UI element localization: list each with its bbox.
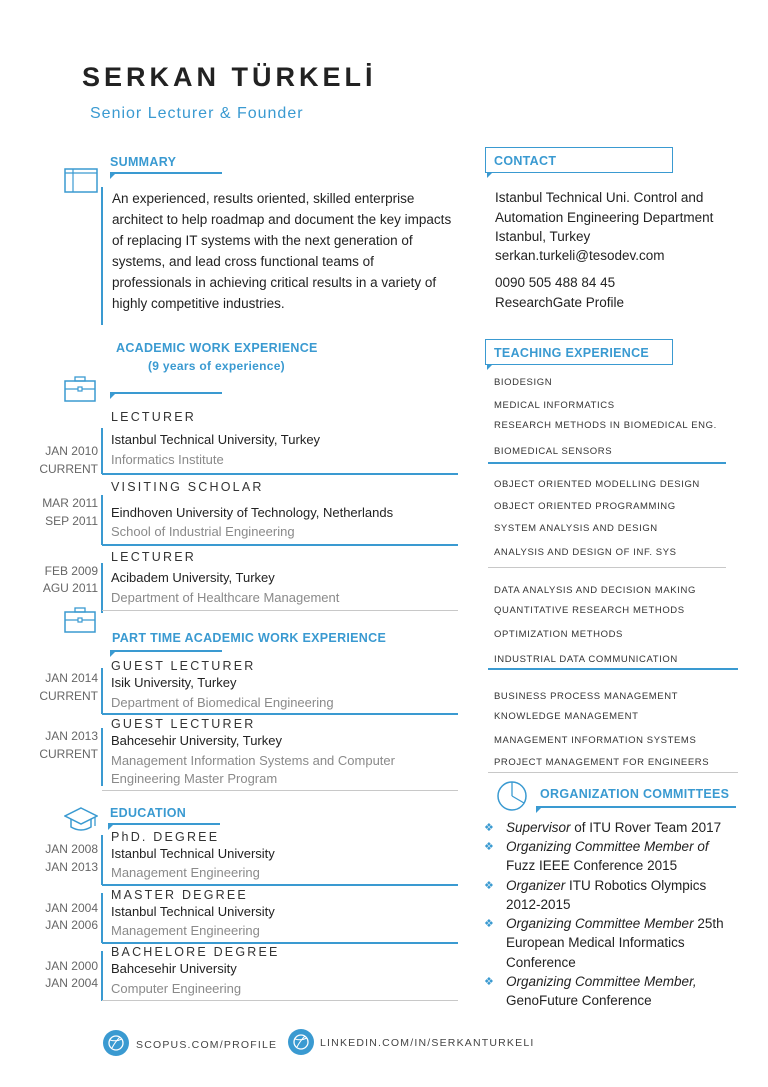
contact-title: CONTACT [494, 154, 557, 168]
degree-org: Istanbul Technical University [111, 846, 275, 861]
degree-date-start: JAN 2008 [45, 842, 98, 856]
degree-title: PhD. DEGREE [111, 830, 220, 844]
course-item: KNOWLEDGE MANAGEMENT [494, 711, 639, 722]
committee-item-cont: European Medical Informatics [506, 935, 685, 950]
course-item: BUSINESS PROCESS MANAGEMENT [494, 691, 679, 702]
contact-address-1: Istanbul Technical Uni. Control and [495, 190, 704, 205]
job-title: LECTURER [111, 550, 196, 564]
linkedin-link[interactable]: LINKEDIN.COM/IN/SERKANTURKELI [320, 1037, 535, 1049]
job-dept: Informatics Institute [111, 452, 224, 467]
job-date-start: JAN 2013 [45, 729, 98, 743]
parttime-title: PART TIME ACADEMIC WORK EXPERIENCE [112, 631, 387, 645]
job-title: GUEST LECTURER [111, 659, 256, 673]
job-date-end: CURRENT [39, 689, 98, 703]
committee-item-cont: 2012-2015 [506, 897, 571, 912]
course-item: ANALYSIS AND DESIGN OF INF. SYS [494, 547, 677, 558]
scopus-link[interactable]: SCOPUS.COM/PROFILE [136, 1039, 278, 1051]
degree-date-end: JAN 2006 [45, 918, 98, 932]
committee-item-cont: Fuzz IEEE Conference 2015 [506, 858, 678, 873]
job-date-end: SEP 2011 [45, 514, 98, 528]
contact-email[interactable]: serkan.turkeli@tesodev.com [495, 248, 665, 263]
committee-item: Organizer ITU Robotics Olympics [506, 878, 707, 893]
summary-underline [110, 172, 222, 174]
parttime-underline [110, 650, 222, 652]
academic-underline [110, 392, 222, 394]
contact-phone: 0090 505 488 84 45 [495, 275, 616, 290]
contact-city: Istanbul, Turkey [495, 229, 591, 244]
committee-item: Organizing Committee Member 25th [506, 916, 724, 931]
course-item: DATA ANALYSIS AND DECISION MAKING [494, 585, 696, 596]
committees-underline [536, 806, 736, 808]
degree-date-start: JAN 2000 [45, 959, 98, 973]
degree-title: BACHELORE DEGREE [111, 945, 280, 959]
job-title: GUEST LECTURER [111, 717, 256, 731]
pie-chart-icon [496, 780, 528, 812]
degree-date-end: JAN 2004 [45, 976, 98, 990]
committees-title: ORGANIZATION COMMITTEES [540, 787, 730, 801]
contact-address-2: Automation Engineering Department [495, 210, 714, 225]
diamond-bullet-icon: ❖ [484, 841, 494, 853]
contact-researchgate-link[interactable]: ResearchGate Profile [495, 295, 625, 310]
committee-item-cont: GenoFuture Conference [506, 993, 652, 1008]
summary-text: An experienced, results oriented, skilled enterprise architect to help roadmap and document the key impacts of replacing IT systems with the next generation of systems, and lead cross functional teams of professionals in achieving critical results in a variety of highly competitive industries. [112, 191, 452, 311]
degree-date-end: JAN 2013 [45, 860, 98, 874]
degree-org: Bahcesehir University [111, 961, 237, 976]
job-title: VISITING SCHOLAR [111, 480, 264, 494]
diamond-bullet-icon: ❖ [484, 918, 494, 930]
briefcase-icon [64, 607, 96, 633]
job-title: LECTURER [111, 410, 196, 424]
job-dept: Engineering Master Program [111, 771, 278, 786]
course-item: OBJECT ORIENTED MODELLING DESIGN [494, 479, 700, 490]
course-item: SYSTEM ANALYSIS AND DESIGN [494, 523, 658, 534]
teaching-title: TEACHING EXPERIENCE [494, 346, 650, 360]
degree-title: MASTER DEGREE [111, 888, 248, 902]
job-dept: Department of Healthcare Management [111, 590, 340, 605]
job-date-start: FEB 2009 [44, 564, 98, 578]
job-org: Istanbul Technical University, Turkey [111, 432, 321, 447]
course-item: OBJECT ORIENTED PROGRAMMING [494, 501, 676, 512]
degree-field: Computer Engineering [111, 981, 242, 996]
job-dept: Management Information Systems and Computer [111, 753, 395, 768]
job-dept: School of Industrial Engineering [111, 524, 295, 539]
job-org: Eindhoven University of Technology, Netherlands [111, 505, 394, 520]
committee-item: Supervisor of ITU Rover Team 2017 [506, 820, 722, 835]
course-item: BIOMEDICAL SENSORS [494, 446, 613, 457]
diamond-bullet-icon: ❖ [484, 822, 494, 834]
course-item: INDUSTRIAL DATA COMMUNICATION [494, 654, 678, 665]
job-date-start: MAR 2011 [42, 496, 98, 510]
document-icon [64, 165, 98, 193]
briefcase-icon [64, 376, 96, 402]
diamond-bullet-icon: ❖ [484, 976, 494, 988]
job-org: Bahcesehir University, Turkey [111, 733, 282, 748]
education-underline [108, 823, 220, 825]
person-role: Senior Lecturer & Founder [90, 105, 304, 122]
job-org: Acibadem University, Turkey [111, 570, 275, 585]
course-item: BIODESIGN [494, 377, 553, 388]
degree-field: Management Engineering [111, 865, 260, 880]
dribbble-icon[interactable] [288, 1029, 314, 1055]
degree-org: Istanbul Technical University [111, 904, 275, 919]
job-date-end: CURRENT [39, 747, 98, 761]
job-date-start: JAN 2010 [45, 444, 98, 458]
job-date-end: AGU 2011 [42, 581, 98, 595]
course-item: RESEARCH METHODS IN BIOMEDICAL ENG. [494, 420, 717, 431]
dribbble-icon[interactable] [103, 1030, 129, 1056]
summary-vline [101, 187, 103, 325]
job-date-start: JAN 2014 [45, 671, 98, 685]
summary-title: SUMMARY [110, 155, 177, 169]
diamond-bullet-icon: ❖ [484, 880, 494, 892]
course-item: PROJECT MANAGEMENT FOR ENGINEERS [494, 757, 710, 768]
education-title: EDUCATION [110, 806, 187, 820]
academic-subtitle: (9 years of experience) [148, 359, 285, 373]
committee-item-cont: Conference [506, 955, 576, 970]
job-dept: Department of Biomedical Engineering [111, 695, 334, 710]
degree-field: Management Engineering [111, 923, 260, 938]
academic-title: ACADEMIC WORK EXPERIENCE [116, 341, 318, 355]
degree-date-start: JAN 2004 [45, 901, 98, 915]
job-date-end: CURRENT [39, 462, 98, 476]
job-org: Isik University, Turkey [111, 675, 237, 690]
graduation-cap-icon [64, 806, 98, 834]
committee-item: Organizing Committee Member, [506, 974, 697, 989]
committee-item: Organizing Committee Member of [506, 839, 709, 854]
person-name: SERKAN TÜRKELİ [82, 62, 377, 92]
course-item: MEDICAL INFORMATICS [494, 400, 615, 411]
course-item: QUANTITATIVE RESEARCH METHODS [494, 605, 685, 616]
course-item: MANAGEMENT INFORMATION SYSTEMS [494, 735, 697, 746]
course-item: OPTIMIZATION METHODS [494, 629, 623, 640]
